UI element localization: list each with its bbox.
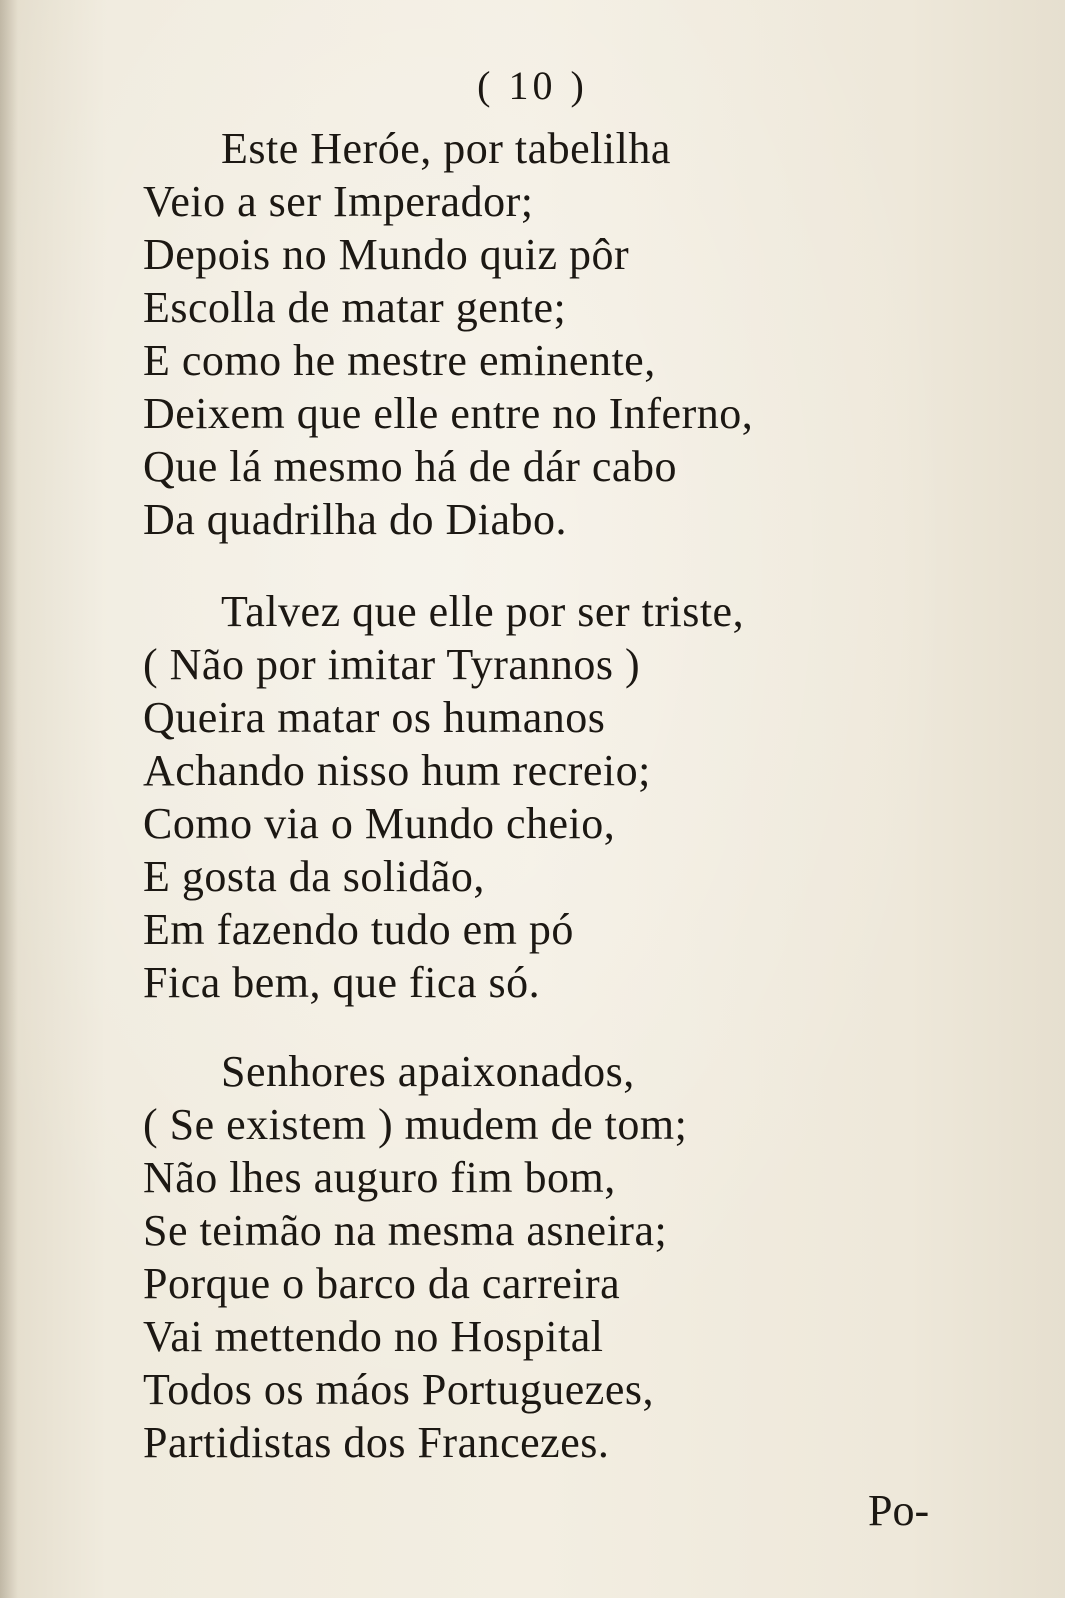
catchword: Po- <box>868 1486 930 1535</box>
stanza-line: Porque o barco da carreira <box>143 1259 621 1308</box>
stanza-line: Todos os máos Portuguezes, <box>143 1365 654 1414</box>
stanza-line: Da quadrilha do Diabo. <box>143 495 567 544</box>
poem-stanza-2 <box>143 585 744 1009</box>
stanza-line: Deixem que elle entre no Inferno, <box>143 389 754 438</box>
stanza-line: Fica bem, que fica só. <box>143 958 541 1007</box>
stanza-line: Talvez que elle por ser triste, <box>221 587 745 636</box>
stanza-line: Queira matar os humanos <box>143 693 606 742</box>
poem-stanza-3 <box>143 1045 687 1469</box>
stanza-line: Que lá mesmo há de dár cabo <box>143 442 677 491</box>
page-number: ( 10 ) <box>477 63 588 108</box>
page-gutter-shadow <box>0 0 18 1598</box>
stanza-line: Como via o Mundo cheio, <box>143 799 616 848</box>
stanza-line: Em fazendo tudo em pó <box>143 905 574 954</box>
stanza-line: ( Não por imitar Tyrannos ) <box>143 640 641 689</box>
stanza-line: ( Se existem ) mudem de tom; <box>143 1100 688 1149</box>
stanza-line: Este Heróe, por tabelilha <box>221 124 671 173</box>
stanza-line: Escolla de matar gente; <box>143 283 567 332</box>
stanza-line: Depois no Mundo quiz pôr <box>143 230 630 279</box>
stanza-line: E gosta da solidão, <box>143 852 485 901</box>
stanza-line: Se teimão na mesma asneira; <box>143 1206 668 1255</box>
stanza-line: Não lhes auguro fim bom, <box>143 1153 616 1202</box>
stanza-line: Partidistas dos Francezes. <box>143 1418 610 1467</box>
stanza-line: Veio a ser Imperador; <box>143 177 534 226</box>
stanza-line: E como he mestre eminente, <box>143 336 656 385</box>
stanza-line: Achando nisso hum recreio; <box>143 746 651 795</box>
stanza-line: Vai mettendo no Hospital <box>143 1312 604 1361</box>
stanza-line: Senhores apaixonados, <box>221 1047 635 1096</box>
poem-stanza-1 <box>143 122 753 546</box>
reverse-side-bleed-through <box>790 130 1050 1530</box>
